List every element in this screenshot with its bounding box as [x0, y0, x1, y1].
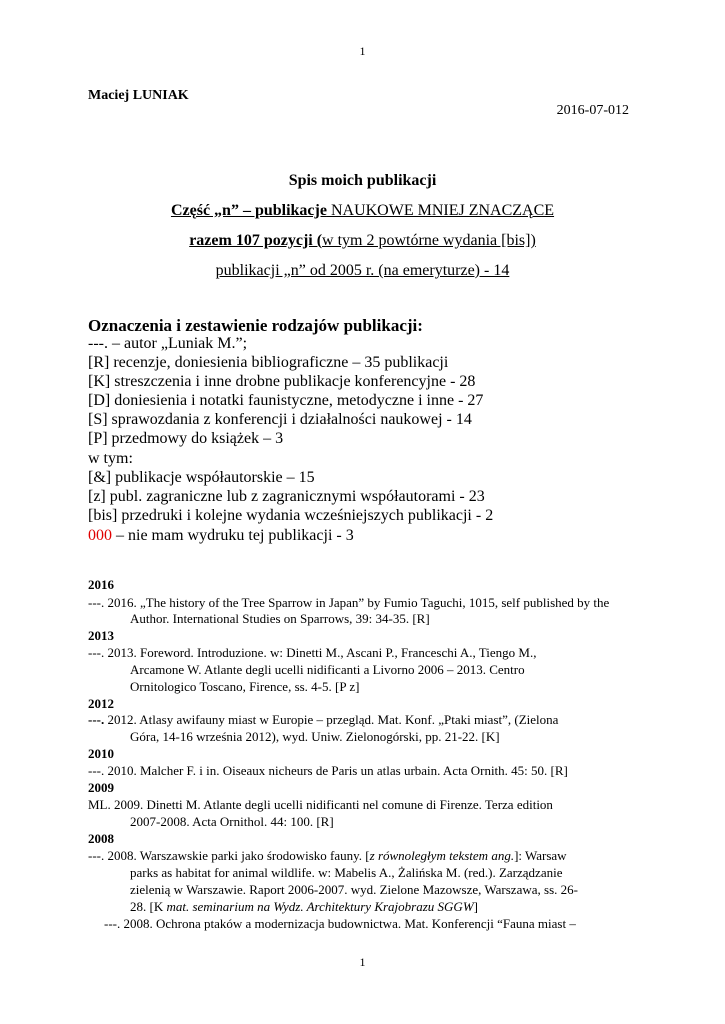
legend-item: [R] recenzje, doniesienia bibliograficzne – 35 publikacji: [88, 354, 449, 371]
publication-entry-cont: [130, 899, 478, 915]
publication-entry: ML. 2009. Dinetti M. Atlante degli ucelli nidificanti nel comune di Firenze. Terza edition: [88, 797, 553, 812]
part-heading: [0, 202, 725, 220]
total-count-line: [0, 232, 725, 250]
missing-label: – nie mam wydruku tej publikacji - 3: [112, 527, 354, 544]
year-heading: 2016: [88, 577, 114, 592]
entry-italic: mat. seminarium na Wydz. Architektury Krajobrazu SGGW: [166, 899, 474, 914]
legend-item: [S] sprawozdania z konferencji i działalności naukowej - 14: [88, 411, 472, 428]
legend-item: [z] publ. zagraniczne lub z zagranicznymi współautorami - 23: [88, 488, 485, 505]
legend-item: [D] doniesienia i notatki faunistyczne, metodyczne i inne - 27: [88, 392, 484, 409]
publication-entry-cont: parks as habitat for animal wildlife. w: Mabelis A., Żalińska M. (red.). Zarządzanie: [130, 865, 563, 880]
year-heading: 2013: [88, 628, 114, 643]
missing-code: 000: [88, 527, 112, 544]
year-heading: 2012: [88, 696, 114, 711]
total-count-normal: w tym 2 powtórne wydania [bis]): [322, 232, 536, 249]
publication-entry: ---. 2016. „The history of the Tree Sparrow in Japan” by Fumio Taguchi, 1015, self published by the: [88, 595, 610, 610]
publication-entry-cont: 2007-2008. Acta Ornithol. 44: 100. [R]: [130, 814, 334, 829]
legend-item: [bis] przedruki i kolejne wydania wcześniejszych publikacji - 2: [88, 507, 494, 524]
legend-item: [&] publikacje współautorskie – 15: [88, 469, 315, 486]
entry-text: 28. [K: [130, 899, 167, 914]
publication-entry-cont: zielenią w Warszawie. Raport 2006-2007. wyd. Zielone Mazowsze, Warszawa, ss. 26-: [130, 882, 578, 897]
author-dash: ---.: [88, 712, 105, 727]
publication-entry-cont: Arcamone W. Atlante degli ucelli nidificanti a Livorno 2006 – 2013. Centro: [130, 662, 525, 677]
entry-text: ]: [473, 899, 478, 914]
legend-item-missing: [88, 527, 354, 545]
publication-entry-cont: Góra, 14-16 września 2012), wyd. Uniw. Zielonogórski, pp. 21-22. [K]: [130, 729, 500, 744]
publication-entry: ---. 2008. Ochrona ptaków a modernizacja budownictwa. Mat. Konferencji “Fauna miast –: [104, 916, 576, 931]
page-number-top: 1: [359, 44, 366, 58]
legend-item: [P] przedmowy do książek – 3: [88, 430, 284, 447]
legend-item: ---. – autor „Luniak M.”;: [88, 335, 248, 352]
total-count-bold: razem 107 pozycji (: [189, 232, 323, 249]
part-heading-bold: Część „n” – publikacje: [170, 202, 327, 219]
year-heading: 2009: [88, 780, 114, 795]
publication-entry: ---. 2010. Malcher F. i in. Oiseaux nicheurs de Paris un atlas urbain. Acta Ornith. 45: 50. [R]: [88, 763, 568, 778]
legend-section-title: Oznaczenia i zestawienie rodzajów publikacji:: [88, 316, 423, 335]
publication-entry-cont: Author. International Studies on Sparrows, 39: 34-35. [R]: [130, 611, 430, 626]
entry-text: ---. 2008. Warszawskie parki jako środowisko fauny. [: [88, 848, 370, 863]
document-title: Spis moich publikacji: [288, 172, 437, 189]
publication-entry: [88, 712, 558, 728]
publication-entry-cont: Ornitologico Toscano, Firence, ss. 4-5. [P z]: [130, 679, 360, 694]
legend-item: w tym:: [88, 450, 133, 467]
entry-text: ]: Warsaw: [514, 848, 567, 863]
year-heading: 2008: [88, 831, 114, 846]
publication-entry: ---. 2013. Foreword. Introduzione. w: Dinetti M., Ascani P., Franceschi A., Tiengo M.,: [88, 645, 537, 660]
entry-text: 2012. Atlasy awifauny miast w Europie – przegląd. Mat. Konf. „Ptaki miast”, (Zielona: [104, 712, 559, 727]
part-heading-normal: NAUKOWE MNIEJ ZNACZĄCE: [326, 202, 555, 219]
entry-italic: z równoległym tekstem ang.: [369, 848, 515, 863]
legend-item: [K] streszczenia i inne drobne publikacje konferencyjne - 28: [88, 373, 476, 390]
author-name: Maciej LUNIAK: [88, 88, 189, 103]
document-date: 2016-07-012: [556, 103, 629, 118]
page-number-bottom: 1: [359, 955, 366, 969]
retirement-count-line: publikacji „n” od 2005 r. (na emeryturze) - 14: [215, 262, 510, 279]
publication-entry: [88, 848, 567, 864]
year-heading: 2010: [88, 746, 114, 761]
